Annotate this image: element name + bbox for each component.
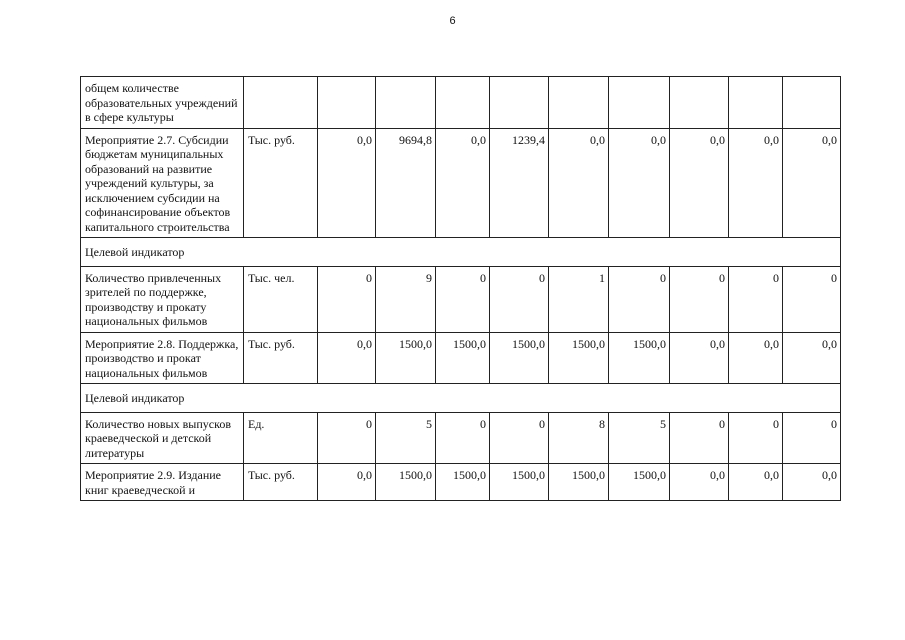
value-cell: 1500,0 — [376, 464, 436, 501]
value-cell: 0,0 — [318, 464, 376, 501]
value-cell: 0,0 — [436, 128, 490, 238]
value-cell: 1500,0 — [549, 332, 609, 384]
value-cell: 0,0 — [729, 332, 783, 384]
value-cell: 0 — [783, 412, 841, 464]
row-unit-cell: Тыс. чел. — [244, 266, 318, 332]
table-row — [81, 332, 841, 384]
row-name-cell: Мероприятие 2.8. Поддержка, производство и прокат национальных фильмов — [81, 332, 244, 384]
value-cell: 0 — [318, 412, 376, 464]
row-name-cell: Количество привлеченных зрителей по поддержке, производству и прокату национальных фильмов — [81, 266, 244, 332]
row-name-cell: Мероприятие 2.9. Издание книг краеведческой и — [81, 464, 244, 501]
value-cell: 0,0 — [609, 128, 670, 238]
page-number: 6 — [449, 15, 456, 27]
row-name-cell: Количество новых выпусков краеведческой и детской литературы — [81, 412, 244, 464]
value-cell: 0 — [670, 412, 729, 464]
row-unit-cell: Тыс. руб. — [244, 128, 318, 238]
value-cell: 0,0 — [670, 464, 729, 501]
value-cell: 5 — [609, 412, 670, 464]
value-cell: 1500,0 — [549, 464, 609, 501]
table-row — [81, 77, 841, 129]
value-cell: 8 — [549, 412, 609, 464]
value-cell: 0 — [436, 412, 490, 464]
section-row — [81, 384, 841, 413]
table-row — [81, 412, 841, 464]
row-unit-cell: Тыс. руб. — [244, 332, 318, 384]
value-cell: 0 — [729, 266, 783, 332]
value-cell: 0,0 — [318, 128, 376, 238]
value-cell — [670, 77, 729, 129]
value-cell: 1500,0 — [436, 464, 490, 501]
value-cell: 5 — [376, 412, 436, 464]
table-row — [81, 128, 841, 238]
value-cell: 0 — [490, 412, 549, 464]
table-row — [81, 266, 841, 332]
value-cell: 0,0 — [783, 332, 841, 384]
value-cell: 1500,0 — [609, 332, 670, 384]
value-cell: 0 — [729, 412, 783, 464]
value-cell: 0,0 — [783, 128, 841, 238]
value-cell: 9694,8 — [376, 128, 436, 238]
value-cell — [609, 77, 670, 129]
value-cell: 0,0 — [670, 332, 729, 384]
value-cell: 0,0 — [549, 128, 609, 238]
value-cell — [490, 77, 549, 129]
section-row — [81, 238, 841, 267]
value-cell: 0,0 — [729, 464, 783, 501]
row-unit-cell — [244, 77, 318, 129]
section-title: Целевой индикатор — [81, 238, 841, 267]
row-name-cell: общем количестве образовательных учреждений в сфере культуры — [81, 77, 244, 129]
table-row — [81, 464, 841, 501]
value-cell: 0,0 — [318, 332, 376, 384]
section-title: Целевой индикатор — [81, 384, 841, 413]
value-cell: 0 — [318, 266, 376, 332]
value-cell — [549, 77, 609, 129]
value-cell — [376, 77, 436, 129]
table-body — [81, 77, 841, 501]
row-unit-cell: Тыс. руб. — [244, 464, 318, 501]
value-cell: 0 — [783, 266, 841, 332]
value-cell: 0,0 — [729, 128, 783, 238]
value-cell — [783, 77, 841, 129]
value-cell: 1239,4 — [490, 128, 549, 238]
row-name-cell: Мероприятие 2.7. Субсидии бюджетам муниципальных образований на развитие учреждений культуры, за исключением субсидии на софинансирование объектов капитального строительства — [81, 128, 244, 238]
row-unit-cell: Ед. — [244, 412, 318, 464]
value-cell: 1500,0 — [609, 464, 670, 501]
value-cell: 1500,0 — [490, 332, 549, 384]
value-cell: 0,0 — [783, 464, 841, 501]
value-cell: 9 — [376, 266, 436, 332]
value-cell — [436, 77, 490, 129]
value-cell: 0,0 — [670, 128, 729, 238]
value-cell: 1500,0 — [436, 332, 490, 384]
value-cell: 0 — [670, 266, 729, 332]
value-cell: 1 — [549, 266, 609, 332]
value-cell: 1500,0 — [376, 332, 436, 384]
value-cell — [729, 77, 783, 129]
budget-table — [80, 76, 841, 501]
value-cell: 0 — [436, 266, 490, 332]
value-cell: 0 — [609, 266, 670, 332]
value-cell — [318, 77, 376, 129]
value-cell: 0 — [490, 266, 549, 332]
value-cell: 1500,0 — [490, 464, 549, 501]
